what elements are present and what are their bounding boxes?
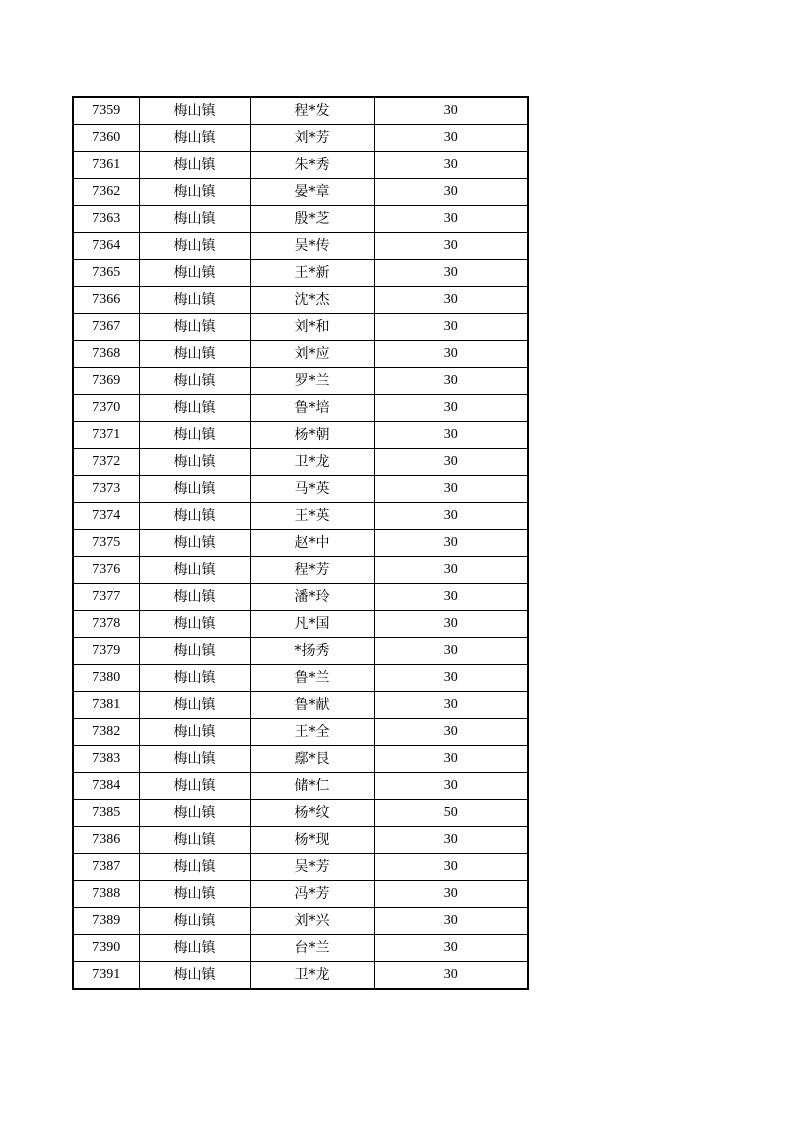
serial-number-cell: 7371	[73, 422, 139, 449]
person-name-cell: 杨*现	[250, 827, 374, 854]
town-cell: 梅山镇	[139, 422, 250, 449]
table-row	[73, 854, 528, 881]
town-cell: 梅山镇	[139, 449, 250, 476]
amount-cell: 30	[374, 341, 528, 368]
amount-cell: 30	[374, 260, 528, 287]
person-name-cell: 程*芳	[250, 557, 374, 584]
town-cell: 梅山镇	[139, 746, 250, 773]
table-row	[73, 530, 528, 557]
person-name-cell: 吴*芳	[250, 854, 374, 881]
person-name-cell: 杨*朝	[250, 422, 374, 449]
town-cell: 梅山镇	[139, 503, 250, 530]
table-row	[73, 746, 528, 773]
town-cell: 梅山镇	[139, 935, 250, 962]
town-cell: 梅山镇	[139, 611, 250, 638]
town-cell: 梅山镇	[139, 638, 250, 665]
amount-cell: 30	[374, 908, 528, 935]
amount-cell: 30	[374, 638, 528, 665]
amount-cell: 30	[374, 773, 528, 800]
person-name-cell: 冯*芳	[250, 881, 374, 908]
serial-number-cell: 7379	[73, 638, 139, 665]
person-name-cell: 晏*章	[250, 179, 374, 206]
person-name-cell: 刘*兴	[250, 908, 374, 935]
serial-number-cell: 7380	[73, 665, 139, 692]
serial-number-cell: 7362	[73, 179, 139, 206]
person-name-cell: 王*英	[250, 503, 374, 530]
person-name-cell: 鲁*献	[250, 692, 374, 719]
serial-number-cell: 7372	[73, 449, 139, 476]
town-cell: 梅山镇	[139, 233, 250, 260]
serial-number-cell: 7360	[73, 125, 139, 152]
table-row	[73, 449, 528, 476]
town-cell: 梅山镇	[139, 125, 250, 152]
amount-cell: 30	[374, 530, 528, 557]
amount-cell: 30	[374, 422, 528, 449]
town-cell: 梅山镇	[139, 584, 250, 611]
table-row	[73, 908, 528, 935]
amount-cell: 50	[374, 800, 528, 827]
serial-number-cell: 7391	[73, 962, 139, 990]
serial-number-cell: 7389	[73, 908, 139, 935]
table-row	[73, 584, 528, 611]
town-cell: 梅山镇	[139, 800, 250, 827]
amount-cell: 30	[374, 719, 528, 746]
town-cell: 梅山镇	[139, 665, 250, 692]
town-cell: 梅山镇	[139, 260, 250, 287]
serial-number-cell: 7386	[73, 827, 139, 854]
table-row	[73, 260, 528, 287]
person-name-cell: 储*仁	[250, 773, 374, 800]
town-cell: 梅山镇	[139, 557, 250, 584]
table-row	[73, 962, 528, 990]
person-name-cell: 鲁*培	[250, 395, 374, 422]
table-row	[73, 638, 528, 665]
table-row	[73, 422, 528, 449]
serial-number-cell: 7383	[73, 746, 139, 773]
table-row	[73, 665, 528, 692]
amount-cell: 30	[374, 206, 528, 233]
town-cell: 梅山镇	[139, 341, 250, 368]
roster-table-body	[73, 97, 528, 989]
serial-number-cell: 7374	[73, 503, 139, 530]
amount-cell: 30	[374, 584, 528, 611]
amount-cell: 30	[374, 125, 528, 152]
person-name-cell: 刘*芳	[250, 125, 374, 152]
table-row	[73, 341, 528, 368]
serial-number-cell: 7388	[73, 881, 139, 908]
person-name-cell: 朱*秀	[250, 152, 374, 179]
amount-cell: 30	[374, 152, 528, 179]
serial-number-cell: 7359	[73, 97, 139, 125]
town-cell: 梅山镇	[139, 179, 250, 206]
table-row	[73, 125, 528, 152]
town-cell: 梅山镇	[139, 395, 250, 422]
roster-table	[72, 96, 529, 990]
town-cell: 梅山镇	[139, 962, 250, 990]
amount-cell: 30	[374, 314, 528, 341]
table-row	[73, 179, 528, 206]
town-cell: 梅山镇	[139, 314, 250, 341]
table-row	[73, 287, 528, 314]
serial-number-cell: 7365	[73, 260, 139, 287]
person-name-cell: 赵*中	[250, 530, 374, 557]
table-row	[73, 611, 528, 638]
table-row	[73, 800, 528, 827]
amount-cell: 30	[374, 935, 528, 962]
town-cell: 梅山镇	[139, 530, 250, 557]
table-row	[73, 692, 528, 719]
amount-cell: 30	[374, 287, 528, 314]
person-name-cell: 殷*芝	[250, 206, 374, 233]
person-name-cell: 鄢*艮	[250, 746, 374, 773]
person-name-cell: 马*英	[250, 476, 374, 503]
amount-cell: 30	[374, 395, 528, 422]
serial-number-cell: 7390	[73, 935, 139, 962]
table-row	[73, 233, 528, 260]
town-cell: 梅山镇	[139, 287, 250, 314]
amount-cell: 30	[374, 746, 528, 773]
serial-number-cell: 7385	[73, 800, 139, 827]
serial-number-cell: 7381	[73, 692, 139, 719]
amount-cell: 30	[374, 97, 528, 125]
person-name-cell: 卫*龙	[250, 962, 374, 990]
table-row	[73, 827, 528, 854]
table-row	[73, 368, 528, 395]
amount-cell: 30	[374, 368, 528, 395]
person-name-cell: 刘*和	[250, 314, 374, 341]
town-cell: 梅山镇	[139, 97, 250, 125]
table-row	[73, 206, 528, 233]
person-name-cell: 潘*玲	[250, 584, 374, 611]
person-name-cell: 刘*应	[250, 341, 374, 368]
serial-number-cell: 7382	[73, 719, 139, 746]
serial-number-cell: 7387	[73, 854, 139, 881]
town-cell: 梅山镇	[139, 476, 250, 503]
person-name-cell: 卫*龙	[250, 449, 374, 476]
amount-cell: 30	[374, 827, 528, 854]
town-cell: 梅山镇	[139, 368, 250, 395]
serial-number-cell: 7378	[73, 611, 139, 638]
amount-cell: 30	[374, 557, 528, 584]
amount-cell: 30	[374, 476, 528, 503]
table-row	[73, 935, 528, 962]
serial-number-cell: 7370	[73, 395, 139, 422]
serial-number-cell: 7366	[73, 287, 139, 314]
amount-cell: 30	[374, 881, 528, 908]
serial-number-cell: 7368	[73, 341, 139, 368]
serial-number-cell: 7361	[73, 152, 139, 179]
amount-cell: 30	[374, 179, 528, 206]
table-row	[73, 97, 528, 125]
town-cell: 梅山镇	[139, 854, 250, 881]
table-row	[73, 314, 528, 341]
serial-number-cell: 7384	[73, 773, 139, 800]
serial-number-cell: 7375	[73, 530, 139, 557]
person-name-cell: 程*发	[250, 97, 374, 125]
amount-cell: 30	[374, 449, 528, 476]
amount-cell: 30	[374, 233, 528, 260]
table-row	[73, 557, 528, 584]
amount-cell: 30	[374, 665, 528, 692]
town-cell: 梅山镇	[139, 827, 250, 854]
table-row	[73, 719, 528, 746]
table-row	[73, 503, 528, 530]
town-cell: 梅山镇	[139, 152, 250, 179]
person-name-cell: 罗*兰	[250, 368, 374, 395]
amount-cell: 30	[374, 692, 528, 719]
person-name-cell: *扬秀	[250, 638, 374, 665]
person-name-cell: 鲁*兰	[250, 665, 374, 692]
amount-cell: 30	[374, 611, 528, 638]
table-row	[73, 881, 528, 908]
town-cell: 梅山镇	[139, 773, 250, 800]
table-row	[73, 152, 528, 179]
town-cell: 梅山镇	[139, 908, 250, 935]
table-row	[73, 395, 528, 422]
table-row	[73, 773, 528, 800]
serial-number-cell: 7363	[73, 206, 139, 233]
person-name-cell: 吴*传	[250, 233, 374, 260]
person-name-cell: 杨*纹	[250, 800, 374, 827]
amount-cell: 30	[374, 503, 528, 530]
amount-cell: 30	[374, 854, 528, 881]
person-name-cell: 王*全	[250, 719, 374, 746]
person-name-cell: 台*兰	[250, 935, 374, 962]
serial-number-cell: 7369	[73, 368, 139, 395]
serial-number-cell: 7373	[73, 476, 139, 503]
table-row	[73, 476, 528, 503]
serial-number-cell: 7376	[73, 557, 139, 584]
town-cell: 梅山镇	[139, 881, 250, 908]
person-name-cell: 沈*杰	[250, 287, 374, 314]
person-name-cell: 凡*国	[250, 611, 374, 638]
person-name-cell: 王*新	[250, 260, 374, 287]
serial-number-cell: 7377	[73, 584, 139, 611]
town-cell: 梅山镇	[139, 692, 250, 719]
town-cell: 梅山镇	[139, 206, 250, 233]
town-cell: 梅山镇	[139, 719, 250, 746]
serial-number-cell: 7367	[73, 314, 139, 341]
amount-cell: 30	[374, 962, 528, 990]
serial-number-cell: 7364	[73, 233, 139, 260]
